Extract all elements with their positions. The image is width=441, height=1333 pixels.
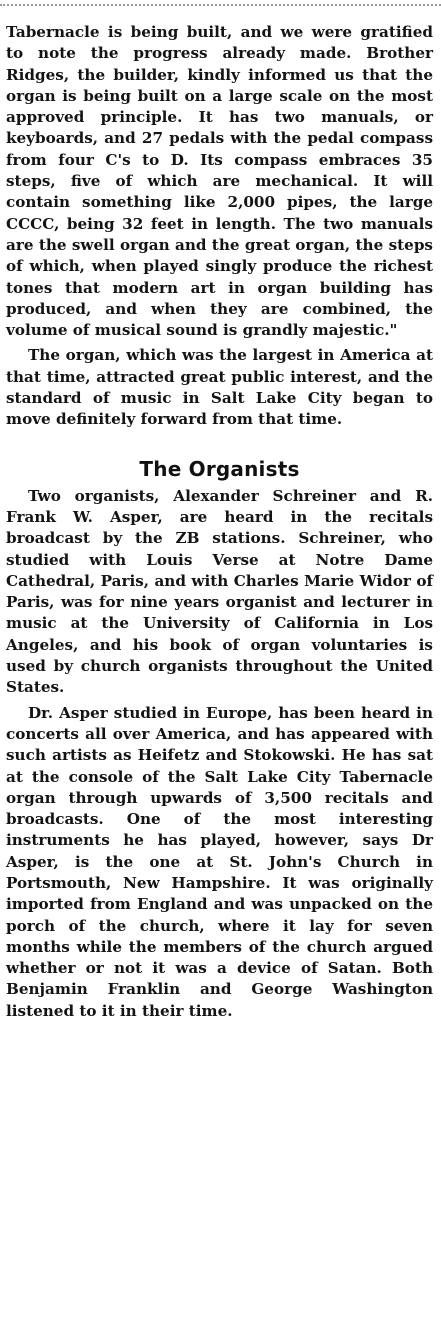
- section-heading-organists: The Organists: [139, 456, 300, 481]
- paragraph-organ-interest: The organ, which was the largest in America at that time, attracted great public interest, and the standard of music in Salt Lake City began to move definitely forward from that time.: [6, 346, 433, 429]
- paragraph-organ-construction: Tabernacle is being built, and we were gratified to note the progress already made. Brother Ridges, the builder, kindly informed us that the organ is being built on a large scale on the most approved principle. It has two manuals, or keyboards, and 27 pedals with the pedal compass from four C's to D. Its compass embraces 35 steps, five of which are mechanical. It will contain something like 2,000 pipes, the large CCCC, being 32 feet in length. The two manuals are the swell organ and the great organ, the steps of which, when played singly produce the richest tones that modern art in organ building has produced, and when they are combined, the volume of musical sound is grandly majestic.": [6, 23, 433, 340]
- top-dotted-rule: [0, 4, 441, 6]
- paragraph-schreiner: Two organists, Alexander Schreiner and R. Frank W. Asper, are heard in the recitals broadcast by the ZB stations. Schreiner, who studied with Louis Verse at Notre Dame Cathedral, Paris, and with Charles Marie Widor of Paris, was for nine years organist and lecturer in music at the University of California in Los Angeles, and his book of organ voluntaries is used by church organists throughout the United States.: [6, 486, 433, 697]
- article-page: [6, 22, 433, 1022]
- paragraph-asper: Dr. Asper studied in Europe, has been heard in concerts all over America, and has appeared with such artists as Heifetz and Stokowski. He has sat at the console of the Salt Lake City Tabernacle organ through upwards of 3,500 recitals and broadcasts. One of the most interesting instruments he has played, however, says Dr Asper, is the one at St. John's Church in Portsmouth, New Hampshire. It was originally imported from England and was unpacked on the porch of the church, where it lay for seven months while the members of the church argued whether or not it was a device of Satan. Both Benjamin Franklin and George Washington listened to it in their time.: [6, 703, 433, 1020]
